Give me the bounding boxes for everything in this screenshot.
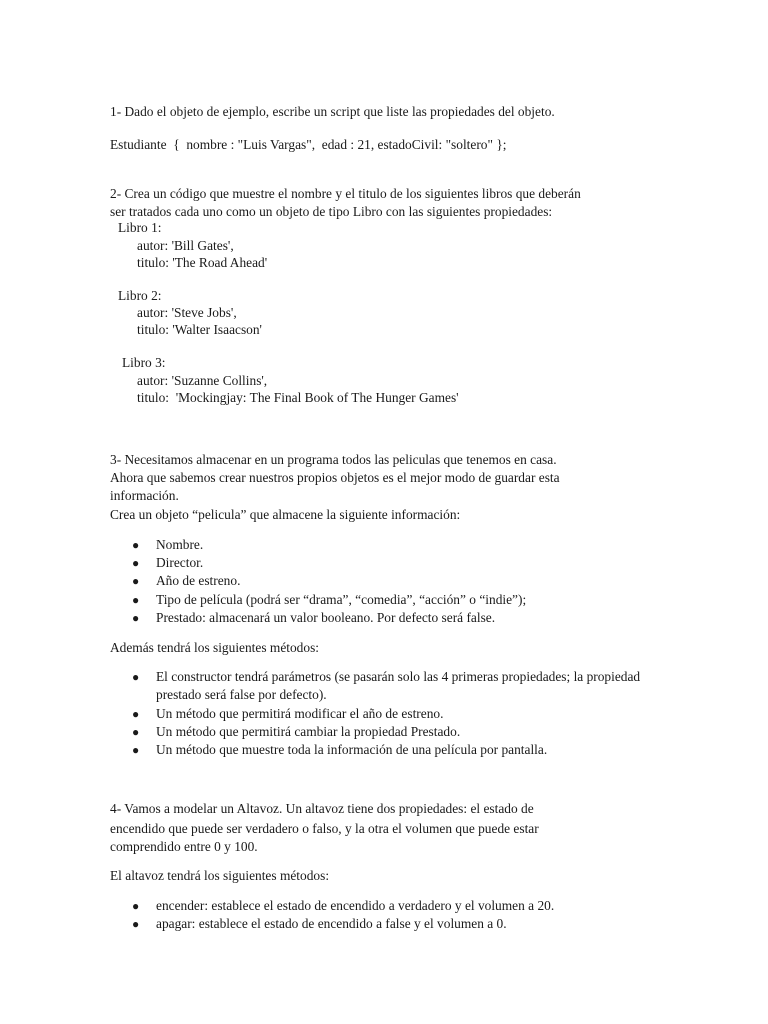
section3-prompt-line3: información. — [110, 488, 179, 503]
book3-label: Libro 3: — [122, 355, 166, 370]
section3-prompt-line2: Ahora que sabemos crear nuestros propios objetos es el mejor modo de guardar esta — [110, 470, 560, 485]
property-nombre: Nombre. — [156, 537, 204, 552]
section3-prompt-line4: Crea un objeto “pelicula” que almacene la siguiente información: — [110, 507, 461, 522]
bullet-icon: ● — [132, 743, 140, 757]
section4-prompt-line2: encendido que puede ser verdadero o falso, y la otra el volumen que puede estar — [110, 821, 539, 836]
method-cambiar-prestado: Un método que permitirá cambiar la propiedad Prestado. — [156, 724, 461, 739]
method-modificar-anio: Un método que permitirá modificar el año de estreno. — [156, 706, 444, 721]
section3-methods-intro: Además tendrá los siguientes métodos: — [110, 640, 320, 655]
bullet-icon: ● — [132, 899, 140, 913]
section3-prompt-line1: 3- Necesitamos almacenar en un programa todos las peliculas que tenemos en casa. — [110, 452, 557, 467]
bullet-icon: ● — [132, 725, 140, 739]
property-director: Director. — [156, 555, 204, 570]
section1-prompt: 1- Dado el objeto de ejemplo, escribe un script que liste las propiedades del objeto. — [110, 104, 555, 119]
book2-autor: autor: 'Steve Jobs', — [137, 305, 237, 320]
section4-prompt-line1: 4- Vamos a modelar un Altavoz. Un altavoz tiene dos propiedades: el estado de — [110, 801, 534, 816]
bullet-icon: ● — [132, 593, 140, 607]
bullet-icon: ● — [132, 574, 140, 588]
section4-methods-intro: El altavoz tendrá los siguientes métodos: — [110, 868, 330, 883]
section2-prompt-line1: 2- Crea un código que muestre el nombre y el titulo de los siguientes libros que deberán — [110, 186, 581, 201]
bullet-icon: ● — [132, 707, 140, 721]
book1-autor: autor: 'Bill Gates', — [137, 238, 234, 253]
book2-titulo: titulo: 'Walter Isaacson' — [137, 322, 262, 337]
method-encender: encender: establece el estado de encendido a verdadero y el volumen a 20. — [156, 898, 555, 913]
property-tipo: Tipo de película (podrá ser “drama”, “comedia”, “acción” o “indie”); — [156, 592, 527, 607]
bullet-icon: ● — [132, 556, 140, 570]
method-apagar: apagar: establece el estado de encendido a false y el volumen a 0. — [156, 916, 507, 931]
method-mostrar-info: Un método que muestre toda la información de una película por pantalla. — [156, 742, 548, 757]
method-constructor: El constructor tendrá parámetros (se pasarán solo las 4 primeras propiedades; la propiedad prestado será false por defecto). — [156, 669, 641, 702]
bullet-icon: ● — [132, 917, 140, 931]
book1-titulo: titulo: 'The Road Ahead' — [137, 255, 268, 270]
book2-label: Libro 2: — [118, 288, 162, 303]
property-prestado: Prestado: almacenará un valor booleano. Por defecto será false. — [156, 610, 496, 625]
book3-titulo: titulo: 'Mockingjay: The Final Book of The Hunger Games' — [137, 390, 459, 405]
section1-example-object: Estudiante { nombre : "Luis Vargas", edad : 21, estadoCivil: "soltero" }; — [110, 137, 507, 152]
bullet-icon: ● — [132, 670, 140, 684]
section4-prompt-line3: comprendido entre 0 y 100. — [110, 839, 258, 854]
book1-label: Libro 1: — [118, 220, 162, 235]
bullet-icon: ● — [132, 611, 140, 625]
book3-autor: autor: 'Suzanne Collins', — [137, 373, 268, 388]
property-anio: Año de estreno. — [156, 573, 241, 588]
section2-prompt-line2: ser tratados cada uno como un objeto de tipo Libro con las siguientes propiedades: — [110, 204, 553, 219]
bullet-icon: ● — [132, 538, 140, 552]
